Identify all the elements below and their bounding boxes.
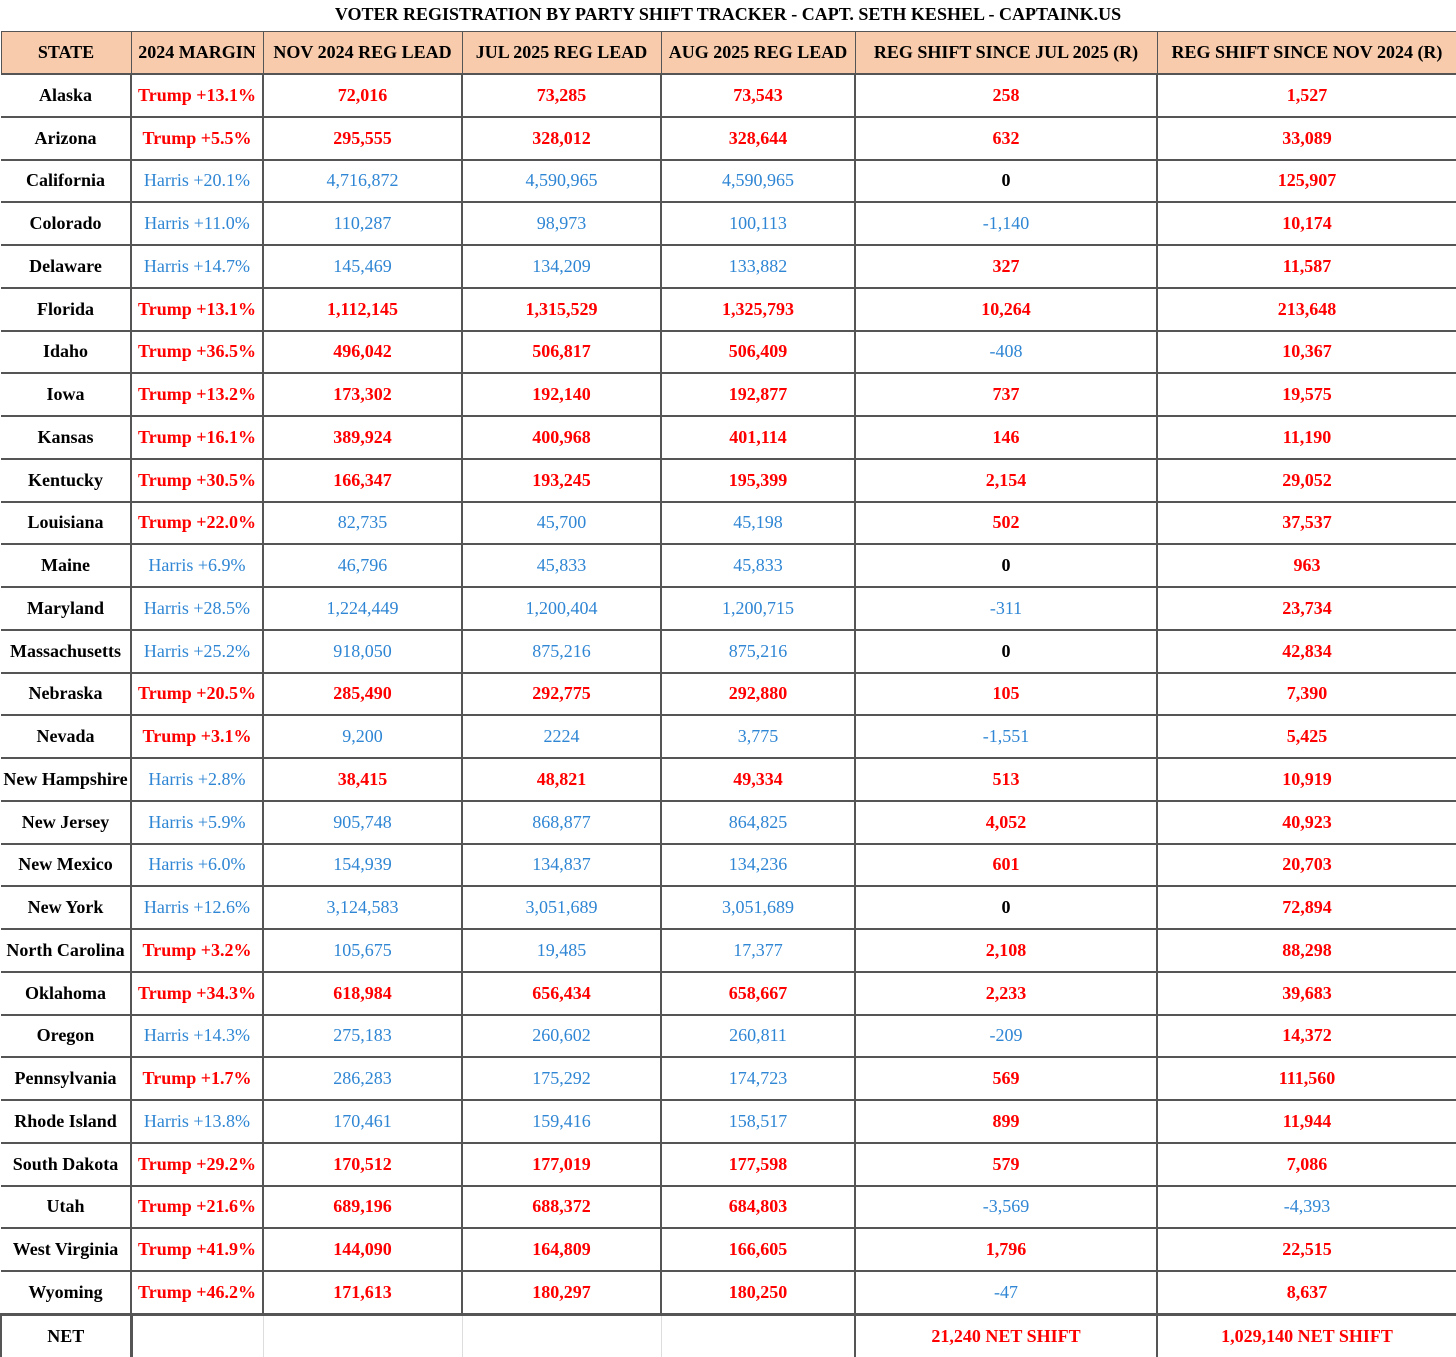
table-row [1,1057,1456,1100]
jul-2025-cell: 656,434 [462,972,661,1015]
table-row [1,1143,1456,1186]
aug-2025-cell: 684,803 [661,1186,855,1229]
table-row [1,715,1456,758]
table-row [1,1228,1456,1271]
shift-nov-cell: 19,575 [1157,373,1456,416]
margin-cell: Trump +46.2% [131,1271,263,1314]
margin-cell: Harris +13.8% [131,1100,263,1143]
table-row [1,245,1456,288]
table-row [1,1015,1456,1058]
shift-jul-cell: -1,140 [855,202,1157,245]
nov-2024-cell: 171,613 [263,1271,462,1314]
aug-2025-cell: 166,605 [661,1228,855,1271]
nov-2024-cell: 9,200 [263,715,462,758]
state-cell: Rhode Island [1,1100,131,1143]
margin-cell: Harris +5.9% [131,801,263,844]
net-blank [462,1314,661,1356]
shift-nov-cell: 7,390 [1157,673,1456,716]
table-row [1,673,1456,716]
margin-cell: Harris +6.0% [131,844,263,887]
shift-nov-cell: 20,703 [1157,844,1456,887]
state-cell: Kentucky [1,459,131,502]
shift-nov-cell: 88,298 [1157,929,1456,972]
nov-2024-cell: 275,183 [263,1015,462,1058]
shift-nov-cell: 14,372 [1157,1015,1456,1058]
aug-2025-cell: 45,198 [661,502,855,545]
aug-2025-cell: 158,517 [661,1100,855,1143]
net-blank [263,1314,462,1356]
margin-cell: Harris +12.6% [131,886,263,929]
shift-nov-cell: 37,537 [1157,502,1456,545]
jul-2025-cell: 688,372 [462,1186,661,1229]
shift-nov-cell: 10,367 [1157,331,1456,374]
shift-nov-cell: 5,425 [1157,715,1456,758]
jul-2025-cell: 328,012 [462,117,661,160]
margin-cell: Trump +29.2% [131,1143,263,1186]
nov-2024-cell: 72,016 [263,74,462,117]
table-row [1,502,1456,545]
aug-2025-cell: 401,114 [661,416,855,459]
shift-jul-cell: 2,154 [855,459,1157,502]
table-row [1,1186,1456,1229]
table-row [1,758,1456,801]
jul-2025-cell: 180,297 [462,1271,661,1314]
margin-cell: Trump +3.2% [131,929,263,972]
jul-2025-cell: 875,216 [462,630,661,673]
header-margin: 2024 MARGIN [131,32,263,75]
header-aug-2025: AUG 2025 REG LEAD [661,32,855,75]
jul-2025-cell: 4,590,965 [462,160,661,203]
aug-2025-cell: 328,644 [661,117,855,160]
aug-2025-cell: 177,598 [661,1143,855,1186]
nov-2024-cell: 166,347 [263,459,462,502]
nov-2024-cell: 389,924 [263,416,462,459]
shift-jul-cell: 579 [855,1143,1157,1186]
shift-nov-cell: 10,174 [1157,202,1456,245]
nov-2024-cell: 145,469 [263,245,462,288]
aug-2025-cell: 4,590,965 [661,160,855,203]
margin-cell: Trump +5.5% [131,117,263,160]
nov-2024-cell: 105,675 [263,929,462,972]
aug-2025-cell: 73,543 [661,74,855,117]
jul-2025-cell: 3,051,689 [462,886,661,929]
nov-2024-cell: 618,984 [263,972,462,1015]
state-cell: New York [1,886,131,929]
header-row [1,32,1456,75]
table-row [1,117,1456,160]
shift-nov-cell: 10,919 [1157,758,1456,801]
state-cell: New Mexico [1,844,131,887]
shift-jul-cell: 0 [855,160,1157,203]
shift-jul-cell: -1,551 [855,715,1157,758]
net-label: NET [1,1314,131,1356]
jul-2025-cell: 868,877 [462,801,661,844]
nov-2024-cell: 1,112,145 [263,288,462,331]
margin-cell: Trump +13.1% [131,74,263,117]
state-cell: Alaska [1,74,131,117]
margin-cell: Harris +25.2% [131,630,263,673]
jul-2025-cell: 164,809 [462,1228,661,1271]
shift-nov-cell: 213,648 [1157,288,1456,331]
state-cell: California [1,160,131,203]
jul-2025-cell: 175,292 [462,1057,661,1100]
shift-jul-cell: -3,569 [855,1186,1157,1229]
aug-2025-cell: 195,399 [661,459,855,502]
margin-cell: Trump +1.7% [131,1057,263,1100]
shift-nov-cell: 7,086 [1157,1143,1456,1186]
table-row [1,416,1456,459]
header-state: STATE [1,32,131,75]
aug-2025-cell: 3,775 [661,715,855,758]
shift-jul-cell: 146 [855,416,1157,459]
aug-2025-cell: 506,409 [661,331,855,374]
table-row [1,886,1456,929]
aug-2025-cell: 292,880 [661,673,855,716]
nov-2024-cell: 496,042 [263,331,462,374]
state-cell: Arizona [1,117,131,160]
shift-nov-cell: 29,052 [1157,459,1456,502]
shift-nov-cell: 1,527 [1157,74,1456,117]
shift-nov-cell: 125,907 [1157,160,1456,203]
margin-cell: Trump +3.1% [131,715,263,758]
nov-2024-cell: 170,461 [263,1100,462,1143]
nov-2024-cell: 82,735 [263,502,462,545]
header-shift-nov: REG SHIFT SINCE NOV 2024 (R) [1157,32,1456,75]
shift-jul-cell: -408 [855,331,1157,374]
state-cell: Maine [1,544,131,587]
shift-jul-cell: 569 [855,1057,1157,1100]
aug-2025-cell: 180,250 [661,1271,855,1314]
state-cell: Iowa [1,373,131,416]
shift-nov-cell: 72,894 [1157,886,1456,929]
state-cell: Utah [1,1186,131,1229]
jul-2025-cell: 134,837 [462,844,661,887]
page-title: VOTER REGISTRATION BY PARTY SHIFT TRACKER - CAPT. SETH KESHEL - CAPTAINK.US [334,4,1122,24]
state-cell: Kansas [1,416,131,459]
table-row [1,972,1456,1015]
shift-jul-cell: 4,052 [855,801,1157,844]
jul-2025-cell: 292,775 [462,673,661,716]
jul-2025-cell: 19,485 [462,929,661,972]
header-shift-jul: REG SHIFT SINCE JUL 2025 (R) [855,32,1157,75]
aug-2025-cell: 134,236 [661,844,855,887]
jul-2025-cell: 400,968 [462,416,661,459]
shift-jul-cell: 899 [855,1100,1157,1143]
shift-jul-cell: -47 [855,1271,1157,1314]
table-row [1,630,1456,673]
net-row [1,1314,1456,1356]
shift-nov-cell: 33,089 [1157,117,1456,160]
shift-nov-cell: 11,944 [1157,1100,1456,1143]
nov-2024-cell: 170,512 [263,1143,462,1186]
shift-jul-cell: 0 [855,886,1157,929]
nov-2024-cell: 144,090 [263,1228,462,1271]
margin-cell: Harris +20.1% [131,160,263,203]
shift-nov-cell: 11,587 [1157,245,1456,288]
nov-2024-cell: 4,716,872 [263,160,462,203]
aug-2025-cell: 133,882 [661,245,855,288]
aug-2025-cell: 45,833 [661,544,855,587]
aug-2025-cell: 49,334 [661,758,855,801]
margin-cell: Trump +13.1% [131,288,263,331]
jul-2025-cell: 48,821 [462,758,661,801]
aug-2025-cell: 100,113 [661,202,855,245]
margin-cell: Harris +28.5% [131,587,263,630]
nov-2024-cell: 46,796 [263,544,462,587]
state-cell: Nevada [1,715,131,758]
margin-cell: Trump +21.6% [131,1186,263,1229]
table-row [1,1271,1456,1314]
state-cell: Oregon [1,1015,131,1058]
aug-2025-cell: 658,667 [661,972,855,1015]
jul-2025-cell: 45,833 [462,544,661,587]
shift-jul-cell: 632 [855,117,1157,160]
nov-2024-cell: 173,302 [263,373,462,416]
aug-2025-cell: 17,377 [661,929,855,972]
net-blank [661,1314,855,1356]
state-cell: Wyoming [1,1271,131,1314]
state-cell: New Jersey [1,801,131,844]
shift-nov-cell: 22,515 [1157,1228,1456,1271]
state-cell: Delaware [1,245,131,288]
nov-2024-cell: 154,939 [263,844,462,887]
shift-nov-cell: -4,393 [1157,1186,1456,1229]
shift-jul-cell: 0 [855,630,1157,673]
shift-nov-cell: 11,190 [1157,416,1456,459]
nov-2024-cell: 689,196 [263,1186,462,1229]
state-cell: South Dakota [1,1143,131,1186]
state-cell: Florida [1,288,131,331]
state-cell: Pennsylvania [1,1057,131,1100]
aug-2025-cell: 1,200,715 [661,587,855,630]
shift-jul-cell: 327 [855,245,1157,288]
header-jul-2025: JUL 2025 REG LEAD [462,32,661,75]
nov-2024-cell: 905,748 [263,801,462,844]
jul-2025-cell: 73,285 [462,74,661,117]
shift-jul-cell: 502 [855,502,1157,545]
margin-cell: Harris +2.8% [131,758,263,801]
state-cell: North Carolina [1,929,131,972]
nov-2024-cell: 110,287 [263,202,462,245]
registration-table [0,31,1456,1357]
table-row [1,288,1456,331]
jul-2025-cell: 159,416 [462,1100,661,1143]
shift-nov-cell: 8,637 [1157,1271,1456,1314]
aug-2025-cell: 174,723 [661,1057,855,1100]
jul-2025-cell: 260,602 [462,1015,661,1058]
jul-2025-cell: 45,700 [462,502,661,545]
shift-nov-cell: 39,683 [1157,972,1456,1015]
jul-2025-cell: 1,200,404 [462,587,661,630]
state-cell: Oklahoma [1,972,131,1015]
margin-cell: Trump +41.9% [131,1228,263,1271]
jul-2025-cell: 134,209 [462,245,661,288]
shift-jul-cell: 105 [855,673,1157,716]
margin-cell: Trump +13.2% [131,373,263,416]
shift-nov-cell: 963 [1157,544,1456,587]
shift-jul-cell: -311 [855,587,1157,630]
margin-cell: Trump +34.3% [131,972,263,1015]
jul-2025-cell: 98,973 [462,202,661,245]
nov-2024-cell: 3,124,583 [263,886,462,929]
margin-cell: Harris +11.0% [131,202,263,245]
margin-cell: Trump +16.1% [131,416,263,459]
shift-jul-cell: 10,264 [855,288,1157,331]
state-cell: Massachusetts [1,630,131,673]
table-row [1,459,1456,502]
jul-2025-cell: 2224 [462,715,661,758]
nov-2024-cell: 38,415 [263,758,462,801]
margin-cell: Harris +14.3% [131,1015,263,1058]
shift-jul-cell: 737 [855,373,1157,416]
aug-2025-cell: 875,216 [661,630,855,673]
net-blank [131,1314,263,1356]
nov-2024-cell: 1,224,449 [263,587,462,630]
table-row [1,74,1456,117]
shift-jul-cell: -209 [855,1015,1157,1058]
shift-jul-cell: 258 [855,74,1157,117]
aug-2025-cell: 864,825 [661,801,855,844]
shift-jul-cell: 601 [855,844,1157,887]
state-cell: Idaho [1,331,131,374]
nov-2024-cell: 295,555 [263,117,462,160]
table-row [1,929,1456,972]
net-shift-jul: 21,240 NET SHIFT [855,1314,1157,1356]
margin-cell: Harris +14.7% [131,245,263,288]
aug-2025-cell: 192,877 [661,373,855,416]
shift-nov-cell: 111,560 [1157,1057,1456,1100]
nov-2024-cell: 285,490 [263,673,462,716]
table-row [1,373,1456,416]
table-row [1,587,1456,630]
table-row [1,801,1456,844]
state-cell: Maryland [1,587,131,630]
aug-2025-cell: 3,051,689 [661,886,855,929]
jul-2025-cell: 1,315,529 [462,288,661,331]
shift-nov-cell: 42,834 [1157,630,1456,673]
state-cell: West Virginia [1,1228,131,1271]
table-row [1,160,1456,203]
shift-jul-cell: 1,796 [855,1228,1157,1271]
shift-jul-cell: 0 [855,544,1157,587]
shift-nov-cell: 23,734 [1157,587,1456,630]
nov-2024-cell: 918,050 [263,630,462,673]
table-row [1,331,1456,374]
state-cell: Louisiana [1,502,131,545]
aug-2025-cell: 1,325,793 [661,288,855,331]
shift-jul-cell: 2,108 [855,929,1157,972]
margin-cell: Harris +6.9% [131,544,263,587]
margin-cell: Trump +30.5% [131,459,263,502]
table-row [1,544,1456,587]
margin-cell: Trump +22.0% [131,502,263,545]
table-row [1,202,1456,245]
aug-2025-cell: 260,811 [661,1015,855,1058]
margin-cell: Trump +36.5% [131,331,263,374]
state-cell: Colorado [1,202,131,245]
shift-nov-cell: 40,923 [1157,801,1456,844]
table-row [1,844,1456,887]
table-body [1,74,1456,1314]
jul-2025-cell: 192,140 [462,373,661,416]
jul-2025-cell: 506,817 [462,331,661,374]
table-row [1,1100,1456,1143]
net-shift-nov: 1,029,140 NET SHIFT [1157,1314,1456,1356]
jul-2025-cell: 177,019 [462,1143,661,1186]
shift-jul-cell: 513 [855,758,1157,801]
header-nov-2024: NOV 2024 REG LEAD [263,32,462,75]
shift-jul-cell: 2,233 [855,972,1157,1015]
jul-2025-cell: 193,245 [462,459,661,502]
margin-cell: Trump +20.5% [131,673,263,716]
nov-2024-cell: 286,283 [263,1057,462,1100]
state-cell: New Hampshire [1,758,131,801]
state-cell: Nebraska [1,673,131,716]
